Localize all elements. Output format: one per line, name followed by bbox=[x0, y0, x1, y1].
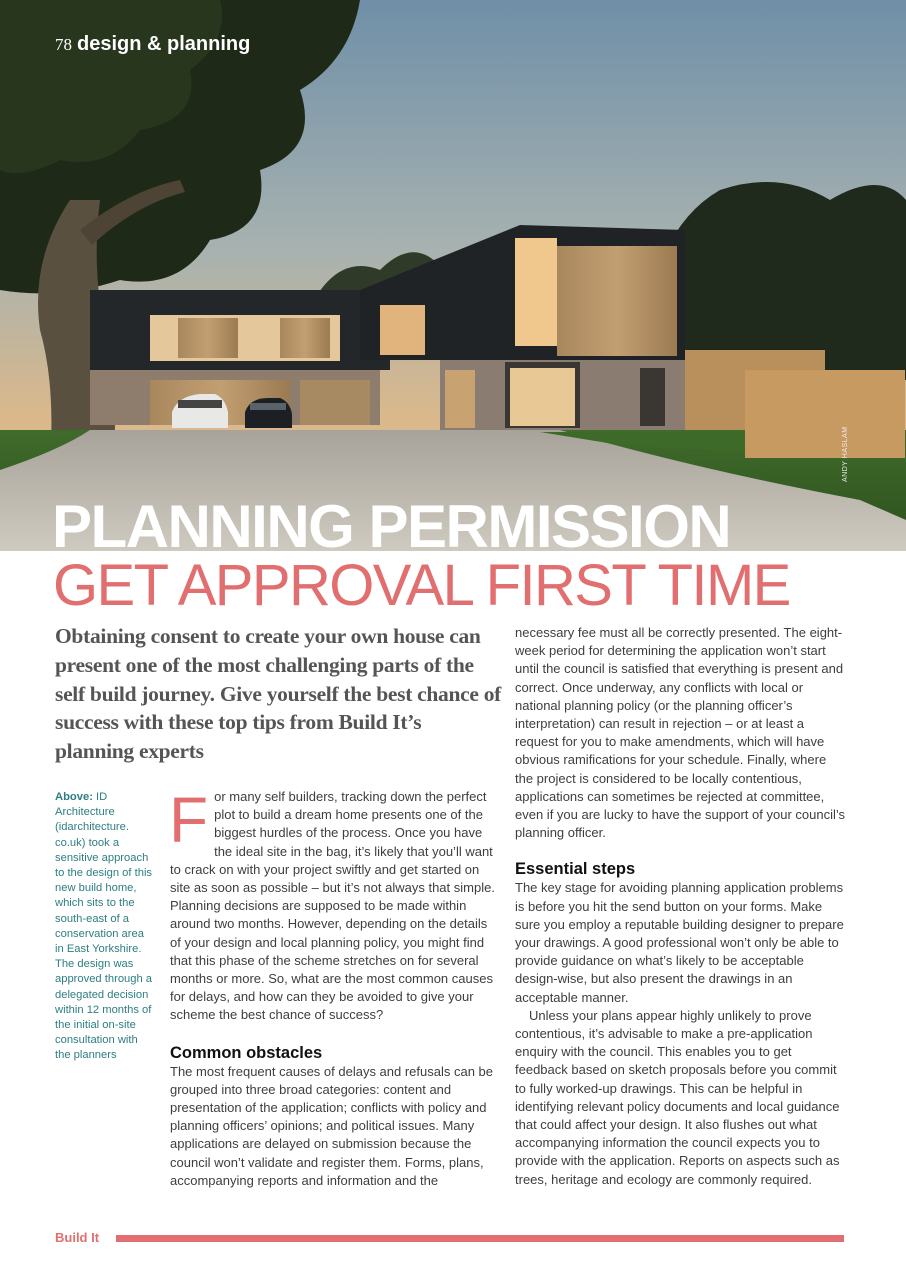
caption-label: Above: bbox=[55, 791, 93, 803]
body-column-right bbox=[515, 624, 847, 1189]
obstacles-paragraph: The most frequent causes of delays and refusals can be grouped into three broad categories: content and presentation of the application; conflicts with policy and planning officers’ opinions; and political issues. Many applications are delayed on submission because the council won’t validate and register them. Forms, plans, accompanying reports and information and the bbox=[170, 1063, 494, 1188]
caption-text: ID Architecture (idarchitecture. co.uk) took a sensitive approach to the design of this new build home, which sits to the south-east of a conservation area in East Yorkshire. The design was approved through a delegated decision within 12 months of the initial on-site consultation with the planners bbox=[55, 791, 153, 1062]
section-label: design & planning bbox=[77, 33, 251, 55]
headline: PLANNING PERMISSION bbox=[52, 493, 731, 560]
body-column-left bbox=[169, 784, 495, 1190]
footer-rule bbox=[116, 1235, 844, 1242]
photo-credit: ANDY HASLAM bbox=[842, 426, 849, 482]
standfirst: Obtaining consent to create your own house can present one of the most challenging parts of the self build journey. Give yourself the best chance of success with these top tips from Build It’s planning experts bbox=[55, 624, 502, 764]
page-header bbox=[55, 33, 250, 56]
subheading-common-obstacles: Common obstacles bbox=[170, 1043, 323, 1062]
footer-brand: Build It bbox=[55, 1230, 100, 1245]
hero-photo bbox=[0, 0, 906, 551]
subheading-essential-steps: Essential steps bbox=[515, 860, 636, 879]
house-photo-illustration bbox=[0, 0, 906, 551]
subheadline: GET APPROVAL FIRST TIME bbox=[53, 553, 790, 618]
continued-paragraph: necessary fee must all be correctly presented. The eight-week period for determining the application won’t start until the council is satisfied that everything is present and correct. Once underway, any conflicts with local or national planning policy (or the planning officer’s interpretation) can result in rejection – or at least a request for you to make amendments, which will have obvious ramifications for your schedule. Finally, where the project is considered to be locally contentious, applications can sometimes be rejected at committee, even if you are lucky to have the support of your council’s planning officer. bbox=[515, 625, 846, 841]
steps-paragraph-2: Unless your plans appear highly unlikely to prove contentious, it’s advisable to make a pre-application enquiry with the council. This enables you to get feedback based on sketch proposals before you commit to fully worked-up drawings. This can be helpful in identifying relevant policy documents and local guidance that could affect your design. It also flushes out what accompanying information the council expects you to provide with the application. Reports on aspects such as trees, heritage and ecology are commonly required. bbox=[515, 1007, 840, 1187]
photo-caption bbox=[55, 790, 155, 1064]
intro-paragraph bbox=[169, 784, 495, 1025]
intro-text: or many self builders, tracking down the perfect plot to build a dream home presents one of the biggest hurdles of the process. Once you have the ideal site in the bag, it’s likely that you’ll want to crack on with your project swiftly and get started on site as soon as possible – but it’s not always that simple. Planning decisions are supposed to be made within around two months. However, depending on the details of your design and local planning policy, you might find that this phase of the scheme stretches on for several months or more. So, what are the most common causes for delays, and how can they be avoided to give your scheme the best chance of success? bbox=[170, 789, 495, 1023]
steps-paragraph-1: The key stage for avoiding planning application problems is before you hit the send button on your forms. Make sure you employ a reputable building designer to prepare your drawings. A good professional won’t only be able to provide guidance on what’s likely to be acceptable design-wise, but also present the drawings in an acceptable manner. bbox=[515, 880, 844, 1005]
drop-cap: F bbox=[169, 784, 209, 856]
page-number: 78 bbox=[55, 35, 72, 54]
